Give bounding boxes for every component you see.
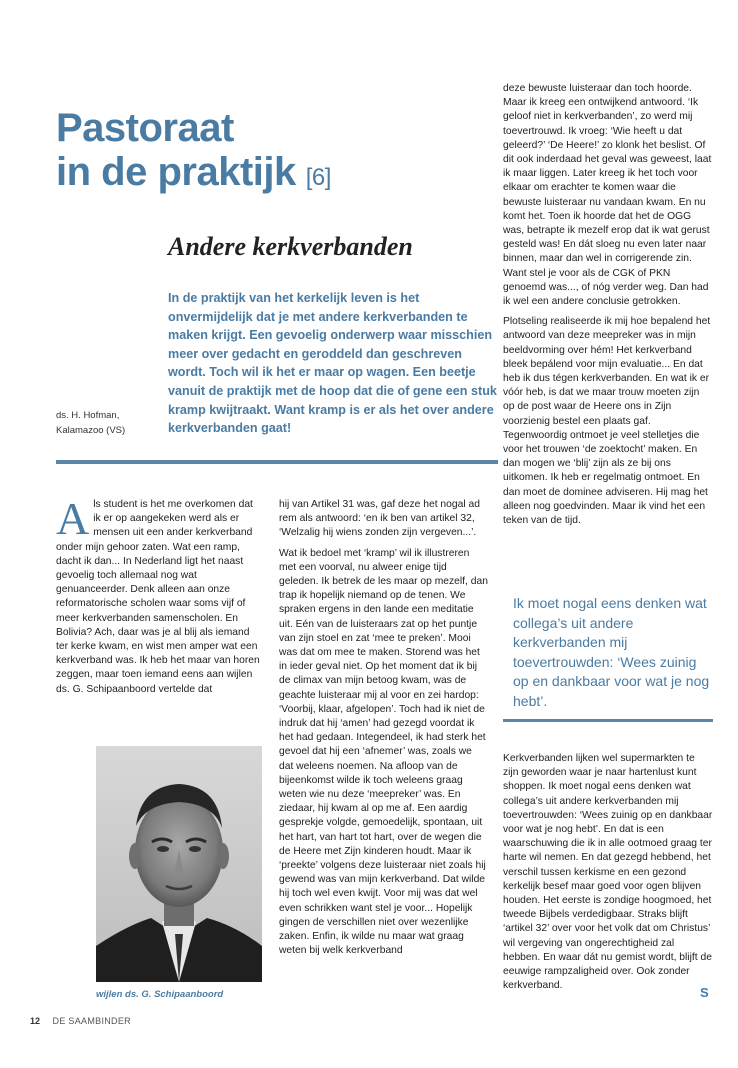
section-divider bbox=[56, 460, 498, 464]
body-column-3-bottom bbox=[503, 752, 713, 999]
intro-paragraph: In de praktijk van het kerkelijk leven is het onvermijdelijk dat je met andere kerkverbanden te maken krijgt. Een gevoelig onderwerp waar misschien meer over gedacht en geroddeld dan geschreven wordt. Toch wil ik het er maar op wagen. Een beetje vanuit de praktijk met de hoop dat die of gene een stuk kramp kwijtraakt. Want kramp is er als het over andere kerkverbanden gaat! bbox=[168, 291, 497, 436]
body-paragraph: hij van Artikel 31 was, gaf deze het nogal ad rem als antwoord: ‘en ik ben van artikel 32, ‘Welzalig hij wiens zonden zijn vergeven...’. bbox=[279, 499, 480, 539]
page-number: 12 bbox=[30, 1016, 41, 1026]
body-paragraph: Kerkverbanden lijken wel supermarkten te zijn geworden waar je naar hartenlust kunt shoppen. Ik moet nogal eens denken wat collega’s uit andere kerkverbanden mij toevertrouwden: ‘Wees zuinig op en dankbaar voor wat je nog hebt’. En dat is een waarschuwing die ik in alle ootmoed graag ter harte wil nemen. En dat gezegd hebbend, het verschil tussen kerkisme en een gezond kerkelijk besef maar goed voor ogen blijven houden. Het eerste is zondige hoogmoed, het tweede Bijbels verdedigbaar. Straks blijft ‘artikel 32’ over voor het volk dat om Christus’ wil vergeving van ongerechtigheid zal hebben. En waar dát nu gemist wordt, blijft de eeuwige rampzaligheid over. Ook zonder kerkverband. bbox=[503, 753, 713, 992]
photo-caption: wijlen ds. G. Schipaanboord bbox=[96, 989, 224, 1000]
author-location: Kalamazoo (VS) bbox=[56, 425, 126, 436]
end-mark-icon: S bbox=[700, 985, 709, 1000]
body-paragraph: Plotseling realiseerde ik mij hoe bepalend het antwoord van deze meepreker was in mijn beeldvorming over hém! Het kerkverband bleek bepálend voor mijn evaluatie... En dat heb ik dus tégen kerkverbanden. En wat ik er vóór heb, is dat we maar trouw moeten zijn op de post waar de Heere ons in Zijn voorzienig bestel een plaats gaf. Tegenwoordig ontmoet je veel stelletjes die voor het trouwen ‘de zoektocht’ maken. En dan mogen we ‘blij’ zijn als ze bij ons uitkomen. Ik heb er regelmatig ontmoet. En dan moet de dominee adviseren. Hij mag het alleen nog goedvinden. Maar ik vind het een teken van de tijd. bbox=[503, 316, 711, 527]
body-paragraph: Wat ik bedoel met ‘kramp’ wil ik illustreren met een voorval, nu alweer enige tijd geleden. Ik betrek de les maar op mezelf, dan trap ik hopelijk niemand op de tenen. We spraken ergens in den lande een meditatie uit. Eén van de luisteraars zat op het puntje van zijn stoel en zat ‘mee te preken’. Mooi was dat om mee te maken. Storend was het in ieder geval niet. Op het moment dat ik bij de climax van mijn betoog kwam, was de geachte luisteraar mij al voor en zei hardop: ‘Voorbij, klaar, afgelopen’. Toch had ik niet de indruk dat hij ‘amen’ had gezegd voordat ik het had gedaan. Integendeel, ik had sterk het gevoel dat hij een ‘afnemer’ was, zoals we dat weleens noemen. Na afloop van de bijeenkomst wilde ik toch weleens graag weten wie nu deze ‘meepreker’ was. En ziedaar, hij kwam al op me af. Een aardig gesprekje volgde, gemoedelijk, spontaan, uit het hart, van hart tot hart, over de wegen die de Heere met Zijn kinderen houdt. Maar ik ‘preekte’ volgens deze luisteraar niet zoals hij gewend was van mijn kerkverband. Dat wilde hij toch wel even kwijt. Voor mij was dat wel even schrikken want stel je voor... Hopelijk gingen de verschillen niet over wezenlijke zaken. Enfin, ik wilde nu maar wat graag weten bij welk kerkverband bbox=[279, 547, 488, 957]
pull-quote-divider bbox=[503, 719, 713, 722]
portrait-photo bbox=[96, 746, 262, 982]
body-column-3-top bbox=[503, 82, 713, 534]
body-paragraph: deze bewuste luisteraar dan toch hoorde. Maar ik kreeg een ontwijkend antwoord. ‘Ik geloof niet in kerkverbanden’, zo werd mij toevertrouwd. Ik vroeg: ‘Wie heeft u dat geleerd?’ ‘De Heere!’ zo klonk het beslist. Of dit ook inderdaad het geval was geweest, laat ik maar liggen. Later kreeg ik het toch voor elkaar om erachter te komen waar die bewuste luisteraar nu vandaan kwam. En nu komt het. Toen ik hoorde dat het de OGG was, betrapte ik mezelf erop dat ik wat gerust gesteld was! En dát sloeg nu even later naar binnen, maar dan wel in corrigerende zin. Want stel je voor als de CGK of PKN genoemd was..., of nóg verder weg. Dan had ik wel een andere conclusie getrokken. bbox=[503, 83, 712, 308]
page-footer bbox=[30, 1016, 131, 1026]
author-byline bbox=[56, 408, 125, 438]
drop-cap: A bbox=[56, 493, 90, 544]
body-paragraph: ls student is het me overkomen dat ik er op aangekeken werd als er mensen uit een ander kerkverband onder mijn gehoor zaten. Wat een ramp, dacht ik dan... In Nederland ligt het naast gevoelig toch allemaal nog wat genuanceerder. Denk alleen aan onze reformatorische scholen waar soms vijf of meer kerkverbanden samenscholen. En Bolivia? Ach, daar was je al blij als iemand ter kerke kwam, en wist men amper wat een kerkverband was. Ik heb het maar van horen zeggen, maar toen iemand eens aan wijlen ds. G. Schipaanboord vertelde dat bbox=[56, 499, 260, 695]
author-name: ds. H. Hofman, bbox=[56, 410, 120, 421]
title-line-2: in de praktijk bbox=[56, 150, 296, 194]
body-column-1 bbox=[56, 493, 262, 703]
series-number: [6] bbox=[305, 164, 331, 191]
magazine-name: DE SAAMBINDER bbox=[52, 1016, 131, 1026]
title-line-1: Pastoraat bbox=[56, 106, 234, 150]
body-column-2 bbox=[279, 498, 489, 965]
article-title bbox=[56, 106, 331, 200]
article-subtitle: Andere kerkverbanden bbox=[168, 232, 413, 261]
pull-quote: Ik moet nogal eens denken wat collega’s uit andere kerkverbanden mij toevertrouwden: ‘Wees zuinig op en dankbaar voor wat je nog hebt’. bbox=[513, 595, 710, 709]
